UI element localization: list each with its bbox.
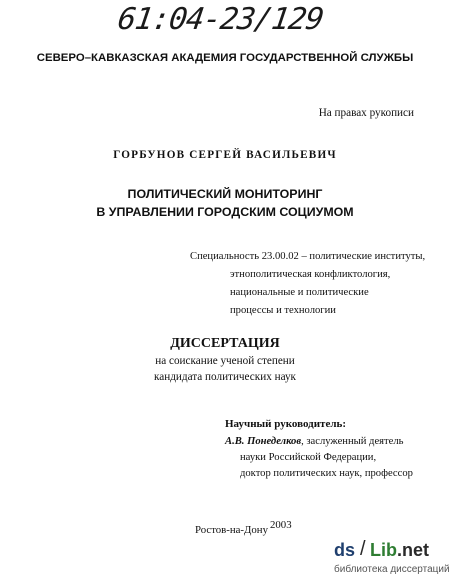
year: 2003 [270, 519, 292, 531]
supervisor-line-2: науки Российской Федерации, [240, 452, 377, 463]
dslib-watermark [334, 538, 450, 578]
watermark-subtitle: библиотека диссертаций [334, 564, 450, 575]
degree-line-1: на соискание ученой степени [155, 355, 295, 367]
watermark-net: .net [397, 540, 430, 560]
title-line-2: В УПРАВЛЕНИИ ГОРОДСКИМ СОЦИУМОМ [96, 205, 354, 219]
supervisor-title: , заслуженный деятель [301, 436, 404, 447]
specialty-line-1: Специальность 23.00.02 – политические институты, [190, 251, 426, 262]
watermark-separator: / [360, 538, 366, 560]
specialty-line-3: национальные и политические [230, 287, 369, 298]
specialty-line-4: процессы и технологии [230, 305, 336, 316]
title-line-1: ПОЛИТИЧЕСКИЙ МОНИТОРИНГ [127, 187, 323, 201]
supervisor-heading: Научный руководитель: [225, 418, 346, 430]
watermark-ds: ds [334, 540, 356, 560]
degree-line-2: кандидата политических наук [154, 371, 296, 383]
supervisor-line-3: доктор политических наук, профессор [240, 468, 413, 479]
rights-note: На правах рукописи [318, 107, 414, 119]
city: Ростов-на-Дону [195, 524, 268, 536]
supervisor-line-1 [225, 436, 403, 447]
specialty-line-2: этнополитическая конфликтология, [230, 269, 391, 280]
watermark-lib: Lib [370, 540, 397, 560]
document-type: ДИССЕРТАЦИЯ [170, 336, 280, 351]
handwritten-code: 61:04-23/129 [115, 2, 326, 37]
supervisor-name: А.В. Понеделков [225, 436, 302, 447]
author-name: ГОРБУНОВ СЕРГЕЙ ВАСИЛЬЕВИЧ [113, 149, 337, 161]
institution-name: СЕВЕРО–КАВКАЗСКАЯ АКАДЕМИЯ ГОСУДАРСТВЕННОЙ СЛУЖБЫ [36, 52, 414, 64]
